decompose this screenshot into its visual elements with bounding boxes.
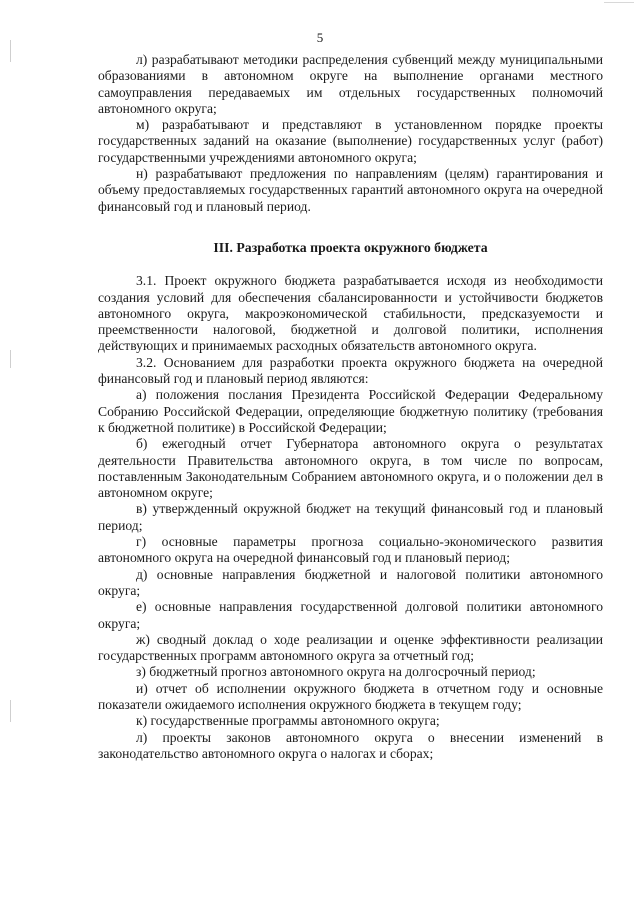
list-item-k: к) государственные программы автономного округа; (136, 713, 440, 729)
list-item-d: д) основные направления бюджетной и налоговой политики автономного округа; (98, 566, 603, 598)
paragraph-3-2: 3.2. Основанием для разработки проекта окружного бюджета на очередной финансовый год и плановый период являются: (98, 354, 603, 387)
section-heading: III. Разработка проекта окружного бюджета (213, 239, 488, 255)
document-body (98, 52, 603, 762)
list-item-m: м) разрабатывают и представляют в установленном порядке проекты государственных заданий на оказание (выполнение) государственных услуг (работ) государственными учреждениями автономного округа; (98, 117, 603, 165)
list-item-zh: ж) сводный доклад о ходе реализации и оценке эффективности реализации государственных программ автономного округа за отчетный год; (98, 631, 603, 664)
list-item-b: б) ежегодный отчет Губернатора автономного округа о результатах деятельности Правительства автономного округа, в том числе по вопросам, поставленным Законодательным Собранием автономного округа, и о положении дел в автономном округе; (98, 436, 603, 501)
scan-artifact (604, 2, 634, 3)
list-item-l: л) разрабатывают методики распределения субвенций между муниципальными образованиями в автономном округе на выполнение органами местного самоуправления передаваемых им отдельных государственных полномочий автономного округа; (98, 52, 603, 116)
list-item-a: а) положения послания Президента Российской Федерации Федеральному Собранию Российской Федерации, определяющие бюджетную политику (требования к бюджетной политике) в Российской Федерации; (98, 387, 603, 435)
list-item-e: е) основные направления государственной долговой политики автономного округа; (98, 599, 603, 631)
page-number: 5 (316, 30, 324, 45)
list-item-i: и) отчет об исполнении окружного бюджета в отчетном году и основные показатели ожидаемого исполнения окружного бюджета в текущем году; (98, 680, 603, 712)
list-item-n: н) разрабатывают предложения по направлениям (целям) гарантирования и объему предоставляемых государственных гарантий автономного округа на очередной финансовый год и плановый период. (98, 166, 603, 214)
list-item-l2: л) проекты законов автономного округа о внесении изменений в законодательство автономного округа о налогах и сборах; (98, 729, 603, 761)
list-item-z: з) бюджетный прогноз автономного округа на долгосрочный период; (136, 664, 536, 680)
paragraph-3-1: 3.1. Проект окружного бюджета разрабатывается исходя из необходимости создания условий для обеспечения сбалансированности и устойчивости бюджетов автономного округа, макроэкономической стабильности, предсказуемости и преемственности налоговой, бюджетной и долговой политики, исполнения действующих и принимаемых расходных обязательств автономного округа. (98, 273, 603, 354)
list-item-g: г) основные параметры прогноза социально-экономического развития автономного округа на очередной финансовый год и плановый период; (98, 534, 603, 566)
binding-mark (10, 700, 11, 722)
binding-mark (10, 350, 11, 368)
list-item-v: в) утвержденный окружной бюджет на текущий финансовый год и плановый период; (98, 501, 603, 533)
